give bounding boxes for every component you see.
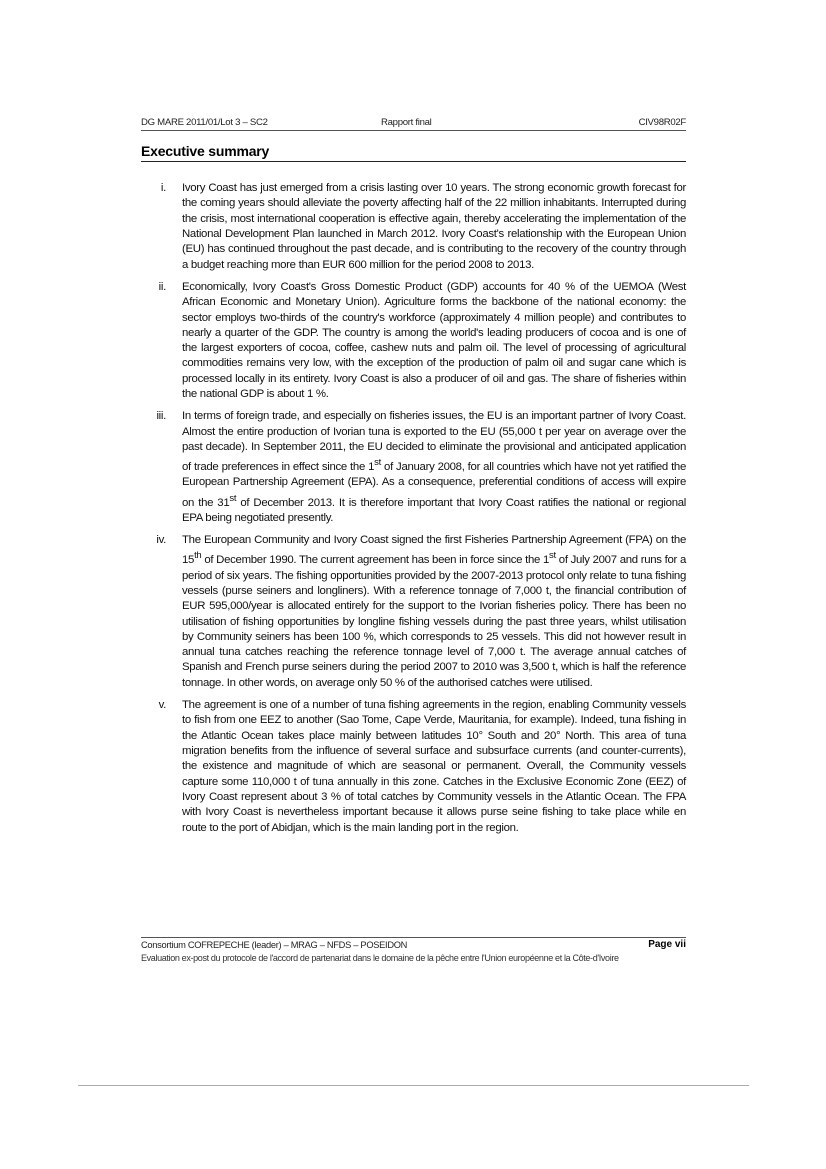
item-text: Economically, Ivory Coast's Gross Domestic Product (GDP) accounts for 40 % of the UEMOA (West African Economic and Monetary Union). Agriculture forms the backbone of the national economy: the sector employs two-thirds of the country's workforce (approximately 4 million people) and contributes to nearly a quarter of the GDP. The country is among the world's leading producers of cocoa and is one of the largest exporters of cocoa, coffee, cashew nuts and palm oil. The level of processing of agricultural commodities remains very low, with the exception of the production of palm oil and sugar cane which is processed locally in its entirety. Ivory Coast is also a producer of oil and gas. The share of fisheries within the national GDP is about 1 %. (182, 280, 686, 401)
ordinal-suffix: st (549, 550, 556, 562)
ordinal-suffix: th (194, 550, 202, 562)
header-report-type: Rapport final (381, 117, 432, 128)
text-run: of January 2008, for all countries which have not yet ratified the European Partnership Agreement (EPA). As a consequence, preferential conditions of access will expire on the 31 (182, 461, 687, 509)
text-run: of December 1990. The current agreement has been in force since the 1 (201, 554, 550, 567)
item-text: The agreement is one of a number of tuna fishing agreements in the region, enabling Community vessels to fish from one EEZ to another (Sao Tome, Cape Verde, Mauritania, for example). Indeed, tuna fishing in the Atlantic Ocean takes place mainly between latitudes 10° South and 20° North. This area of tuna migration benefits from the influence of several surface and subsurface currents (and counter-currents), the existence and magnitude of which are seasonal or permanent. Overall, the Community vessels capture some 110,000 t of tuna annually in this zone. Catches in the Exclusive Economic Zone (EEZ) of Ivory Coast represent about 3 % of total catches by Community vessels in the Atlantic Ocean. The FPA with Ivory Coast is nevertheless important because it allows purse seine fishing to take place while en route to the port of Abidjan, which is the main landing port in the region. (182, 699, 686, 834)
running-header (141, 117, 686, 131)
summary-item-iv (140, 533, 686, 691)
summary-item-ii (140, 280, 686, 403)
footer-evaluation-title: Evaluation ex-post du protocole de l'accord de partenariat dans le domaine de la pêche entre l'Union européenne et la Côte-d'Ivoire (141, 953, 619, 963)
item-number: v. (158, 699, 166, 712)
item-number: iv. (156, 534, 166, 547)
text-run: The European Community and Ivory Coast signed the first Fisheries Partnership Agreement (FPA) on the 15 (182, 534, 686, 567)
footer-consortium: Consortium COFREPECHE (leader) – MRAG – NFDS – POSEIDON (141, 940, 408, 950)
header-reference: DG MARE 2011/01/Lot 3 – SC2 (141, 117, 268, 128)
item-number: iii. (156, 410, 166, 423)
item-text (182, 409, 686, 526)
item-number: i. (160, 182, 166, 194)
page-bottom-divider (78, 1085, 749, 1086)
summary-item-iii (140, 409, 686, 526)
text-run: In terms of foreign trade, and especially on fisheries issues, the EU is an important partner of Ivory Coast. Almost the entire production of Ivorian tuna is exported to the EU (55,000 t per year on average over the past decade). In September 2011, the EU decided to eliminate the provisional and anticipated application of trade preferences in effect since the 1 (182, 410, 686, 474)
item-number: ii. (158, 280, 166, 293)
section-title: Executive summary (141, 143, 270, 159)
summary-item-v (140, 698, 686, 836)
item-text: Ivory Coast has just emerged from a crisis lasting over 10 years. The strong economic growth forecast for the coming years should alleviate the poverty affecting half of the 22 million inhabitants. Interrupted during the crisis, most international cooperation is effective again, thereby accelerating the implementation of the National Development Plan launched in March 2012. Ivory Coast's relationship with the European Union (EU) has continued throughout the past decade, and is contributing to the recovery of the country through a budget reaching more than EUR 600 million for the period 2008 to 2013. (182, 182, 686, 271)
summary-list (140, 181, 686, 843)
header-document-code: CIV98R02F (638, 117, 686, 128)
ordinal-suffix: st (229, 492, 237, 504)
summary-item-i (140, 181, 686, 273)
footer-divider (141, 937, 686, 938)
item-text (182, 533, 686, 691)
title-divider (141, 161, 686, 162)
page-number: Page vii (648, 939, 686, 950)
text-run: of July 2007 and runs for a period of six years. The fishing opportunities provided by the 2007-2013 protocol only relate to tuna fishing vessels (purse seiners and longliners). With a reference tonnage of 7,000 t, the financial contribution of EUR 595,000/year is allocated entirely for the support to the Ivorian fisheries policy. There has been no utilisation of fishing opportunities by longline fishing vessels during the past three years, whilst utilisation by Community seiners has been 100 %, which corresponds to 25 vessels. This did not however result in annual tuna catches reaching the reference tonnage level of 7,000 t. The average annual catches of Spanish and French purse seiners during the period 2007 to 2010 was 3,500 t, which is half the reference tonnage. In other words, on average only 50 % of the authorised catches were utilised. (182, 554, 687, 689)
ordinal-suffix: st (374, 457, 381, 469)
header-divider (141, 130, 686, 131)
text-run: of December 2013. It is therefore important that Ivory Coast ratifies the national or regional EPA being negotiated presently. (182, 496, 687, 524)
